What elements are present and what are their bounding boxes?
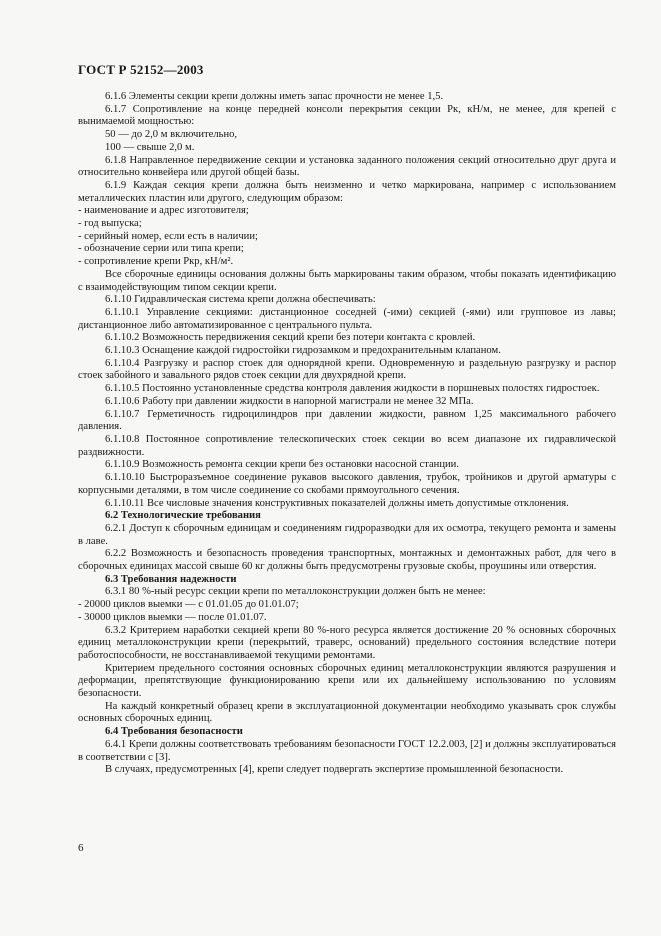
list-item: - год выпуска; <box>78 218 142 230</box>
paragraph: На каждый конкретный образец крепи в эксплуатационной документации необходимо указывать срок службы основных сборочных единиц. <box>78 700 616 725</box>
paragraph: 50 — до 2,0 м включительно, <box>105 129 238 141</box>
paragraph: 6.1.10.8 Постоянное сопротивление телескопических стоек секции во всем диапазоне их гидравлической раздвижности. <box>78 433 616 458</box>
paragraph: 6.1.10.3 Оснащение каждой гидростойки гидрозамком и предохранительным клапаном. <box>105 345 501 357</box>
paragraph: 6.1.8 Направленное передвижение секции и установка заданного положения секций относительно друг друга и относительно конвейера или другой общей базы. <box>78 154 616 179</box>
list-item: - 30000 циклов выемки — после 01.01.07. <box>78 611 267 623</box>
paragraph: 6.1.10 Гидравлическая система крепи должна обеспечивать: <box>105 294 376 306</box>
standard-header: ГОСТ Р 52152—2003 <box>78 62 204 77</box>
paragraph: 6.4.1 Крепи должны соответствовать требованиям безопасности ГОСТ 12.2.003, [2] и должны эксплуатироваться в соответствии с [3]. <box>78 738 616 763</box>
paragraph: 6.3.2 Критерием наработки секцией крепи 80 %-ного ресурса является достижение 20 % основных сборочных единиц металлоконструкции крепи (перекрытий, траверс, оснований) предельного состояния вследствие потери работоспособности, не восстанавливаемой текущими ремонтами. <box>78 624 616 661</box>
list-item: - 20000 циклов выемки — с 01.01.05 до 01.01.07; <box>78 599 299 611</box>
paragraph: 6.1.10.2 Возможность передвижения секций крепи без потери контакта с кровлей. <box>105 332 476 344</box>
paragraph: Критерием предельного состояния основных сборочных единиц металлоконструкции являются разрушения и деформации, препятствующие функционированию крепи или их дальнейшему использованию по условиям безопасности. <box>78 662 616 700</box>
paragraph: 6.3.1 80 %-ный ресурс секции крепи по металлоконструкции должен быть не менее: <box>105 586 486 598</box>
paragraph: 6.2.2 Возможность и безопасность проведения транспортных, монтажных и демонтажных работ, для чего в сборочных единицах массой свыше 60 кг должны быть предусмотрены грузовые скобы, проушины или отверстия. <box>78 548 616 573</box>
list-item: - наименование и адрес изготовителя; <box>78 205 249 217</box>
paragraph: 100 — свыше 2,0 м. <box>105 141 195 153</box>
paragraph: 6.1.10.1 Управление секциями: дистанционное соседней (-ими) секцией (-ями) или групповое из лавы; дистанционное либо автоматизированное с центрального пульта. <box>78 306 616 331</box>
paragraph: 6.1.7 Сопротивление на конце передней консоли перекрытия секции Pк, кН/м, не менее, для крепей с вынимаемой мощностью: <box>78 103 616 128</box>
paragraph: 6.1.10.11 Все числовые значения конструктивных показателей должны иметь допустимые отклонения. <box>105 497 569 509</box>
paragraph: 6.1.10.7 Герметичность гидроцилиндров при давлении жидкости, равном 1,25 максимального рабочего давления. <box>78 408 616 433</box>
paragraph: 6.1.10.5 Постоянно установленные средства контроля давления жидкости в поршневых полостях гидростоек. <box>105 383 600 395</box>
paragraph: 6.2.1 Доступ к сборочным единицам и соединениям гидроразводки для их осмотра, текущего ремонта и замены в лаве. <box>78 522 616 547</box>
paragraph: 6.1.6 Элементы секции крепи должны иметь запас прочности не менее 1,5. <box>105 91 444 102</box>
section-heading: 6.2 Технологические требования <box>105 510 261 522</box>
list-item: - серийный номер, если есть в наличии; <box>78 230 258 242</box>
paragraph: 6.1.10.4 Разгрузку и распор стоек для однорядной крепи. Одновременную и раздельную разгрузку и распор стоек забойного и завального рядов стоек секции для двухрядной крепи. <box>78 357 616 382</box>
section-heading: 6.4 Требования безопасности <box>105 726 243 738</box>
paragraph: 6.1.9 Каждая секция крепи должна быть неизменно и четко маркирована, например с использованием металлических пластин или другого, следующим образом: <box>78 179 616 204</box>
paragraph: 6.1.10.9 Возможность ремонта секции крепи без остановки насосной станции. <box>105 459 460 471</box>
paragraph: В случаях, предусмотренных [4], крепи следует подвергать экспертизе промышленной безопасности. <box>105 764 564 776</box>
section-heading: 6.3 Требования надежности <box>105 573 237 585</box>
paragraph: 6.1.10.6 Работу при давлении жидкости в напорной магистрали не менее 32 МПа. <box>105 395 474 407</box>
page-number: 6 <box>78 842 84 854</box>
list-item: - сопротивление крепи Pкр, кН/м². <box>78 256 234 268</box>
list-item: - обозначение серии или типа крепи; <box>78 243 244 255</box>
paragraph: 6.1.10.10 Быстроразъемное соединение рукавов высокого давления, трубок, тройников и другой арматуры с корпусными деталями, в том числе соединение со скобами прямоугольного сечения. <box>78 472 616 496</box>
paragraph: Все сборочные единицы основания должны быть маркированы таким образом, чтобы показать идентификацию с взаимодействующим типом секции крепи. <box>78 268 616 293</box>
document-body <box>78 91 616 777</box>
